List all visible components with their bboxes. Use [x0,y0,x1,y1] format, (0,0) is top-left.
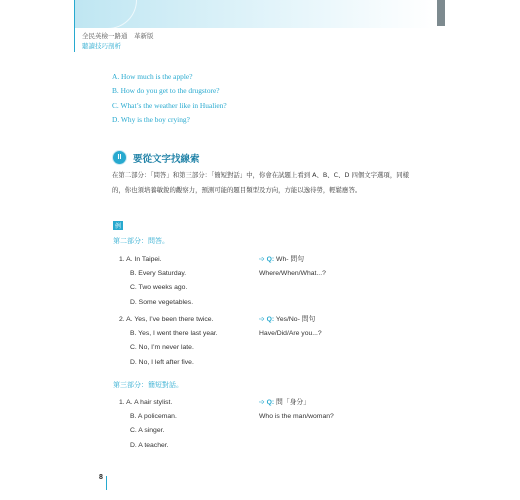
book-title: 全民英檢一路通 革新版 [82,32,154,40]
section-heading [112,150,200,165]
option-text: How much is the apple? [121,72,193,81]
part2-q2-hint [259,313,322,341]
choice: 1. A. A hair stylist. [119,399,173,406]
example-badge: 例 [114,223,121,230]
option-label: D. [112,114,120,124]
part2-q2-choices [119,313,218,370]
option-label: C. [112,100,119,110]
page-number-rule [106,476,107,490]
choice: D. A teacher. [130,441,169,449]
answer-options [112,70,227,127]
option-text: How do you get to the drugstore? [120,86,220,96]
choice: C. Two weeks ago. [130,284,188,292]
section-paragraph: 在第二部分：「問答」和第三部分：「簡短對話」中，你會在試題上看到 A、B、C、D 四個文字選項，同樣的，你也須培養敏銳的觀察力，預測可能的題目類型及方向，方能以逸待勞，輕鬆應答。 [112,171,409,194]
option-c [112,99,227,113]
hint-line [259,253,326,267]
choice: C. A singer. [130,427,165,435]
choice: 2. A. Yes, I’ve been there twice. [119,316,214,323]
hint-q-label: Q: [266,256,275,263]
hint-line [259,313,322,327]
hint-examples: Have/Did/Are you...? [259,330,322,338]
option-text: What’s the weather like in Hualien? [120,100,227,110]
page-number: 8 [99,474,103,481]
choice: B. Yes, I went there last year. [130,330,218,338]
choice: D. Some vegetables. [130,298,194,306]
hint-examples: Who is the man/woman? [259,413,334,421]
option-b [112,84,227,98]
part2-q1-choices [119,253,193,310]
hint-q-label: Q: [266,399,275,406]
option-d [112,113,227,127]
part2-heading: 第二部分：問答。 [113,237,169,245]
section-number-badge: II [112,150,127,165]
part2-q1-hint [259,253,326,281]
hint-type: Yes/No- 問句 [274,316,316,323]
part3-q1-choices [119,396,177,453]
part3-q1-hint [259,396,334,424]
choice: 1. A. In Taipei. [119,256,162,263]
hint-type: 問「身分」 [274,399,311,406]
hint-type: Wh- 問句 [274,256,304,263]
option-text: Why is the boy crying? [120,114,190,124]
choice: C. No, I’m never late. [130,344,194,352]
option-label: B. [112,86,119,96]
arrow-icon: ➩ [259,256,265,263]
part3-heading: 第三部分：簡短對話。 [113,381,183,389]
option-a [112,70,227,84]
header-vertical-rule [74,0,75,52]
chapter-tab [437,0,445,26]
choice: B. Every Saturday. [130,270,187,278]
hint-examples: Where/When/What...? [259,270,326,278]
arrow-icon: ➩ [259,399,265,406]
arrow-icon: ➩ [259,316,265,323]
hint-q-label: Q: [266,316,275,323]
choice: D. No, I left after five. [130,358,194,366]
section-title: 要從文字找線索 [133,153,200,165]
chapter-subtitle: 聽讀技巧剖析 [82,42,121,50]
choice: B. A policeman. [130,413,177,421]
option-label: A. [112,72,120,81]
hint-line [259,396,334,410]
